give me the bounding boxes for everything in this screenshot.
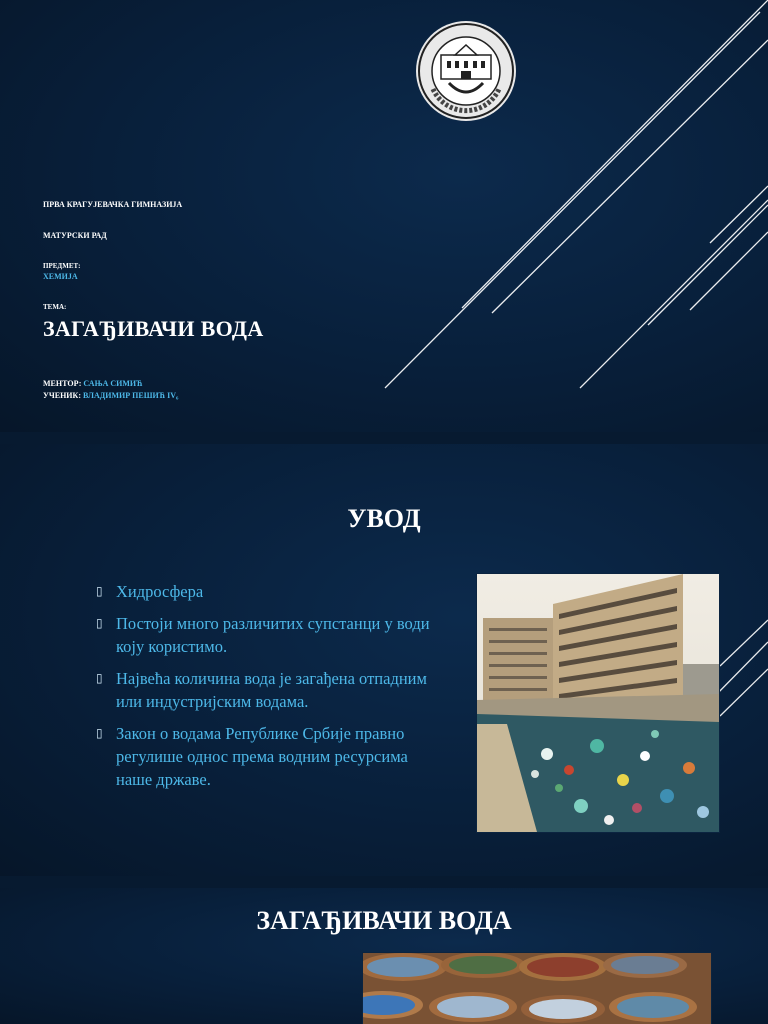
topic-label: ТЕМА: [43,303,67,311]
student-label: УЧЕНИК: [43,391,83,400]
list-item: ▯ Највећа количина вода је загађена отпадним или индустријским водама. [96,669,427,711]
student-value: ВЛАДИМИР ПЕШИЋ IV₆ [83,391,179,400]
list-item: ▯ Закон о водама Републике Србије правно регулише однос према водним ресурсима наше државе. [96,724,408,789]
mentor-value: САЊА СИМИЋ [83,379,143,388]
pollutants-slide [0,888,768,1024]
hollow-square-bullet-icon: ▯ [96,671,103,685]
subject-value: ХЕМИЈА [43,272,78,281]
hollow-square-bullet-icon: ▯ [96,616,103,630]
mentor-label: МЕНТОР: [43,379,84,388]
list-item: ▯ Хидросфера [96,582,204,601]
rusty-barrels-photo [362,952,712,1024]
work-type: МАТУРСКИ РАД [43,231,107,240]
intro-slide [0,444,768,876]
school-seal-icon [415,17,517,125]
topic-title: ЗАГАЂИВАЧИ ВОДА [43,316,264,341]
hollow-square-bullet-icon: ▯ [96,726,103,740]
hollow-square-bullet-icon: ▯ [96,584,103,598]
decorative-diagonal-lines [0,0,768,432]
slide-heading: ЗАГАЂИВАЧИ ВОДА [256,906,512,935]
title-slide [0,0,768,432]
bullet-list [96,580,446,800]
student-line [43,391,178,400]
slide-separator [0,876,768,888]
list-item: ▯ Постоји много различитих супстанци у води коју користимо. [96,614,430,656]
slide-separator [0,432,768,444]
mentor-line [43,379,143,388]
polluted-canal-photo [476,573,720,833]
school-name: ПРВА КРАГУЈЕВАЧКА ГИМНАЗИЈА [43,200,183,209]
subject-label: ПРЕДМЕТ: [43,262,81,270]
slide-heading: УВОД [347,504,421,533]
